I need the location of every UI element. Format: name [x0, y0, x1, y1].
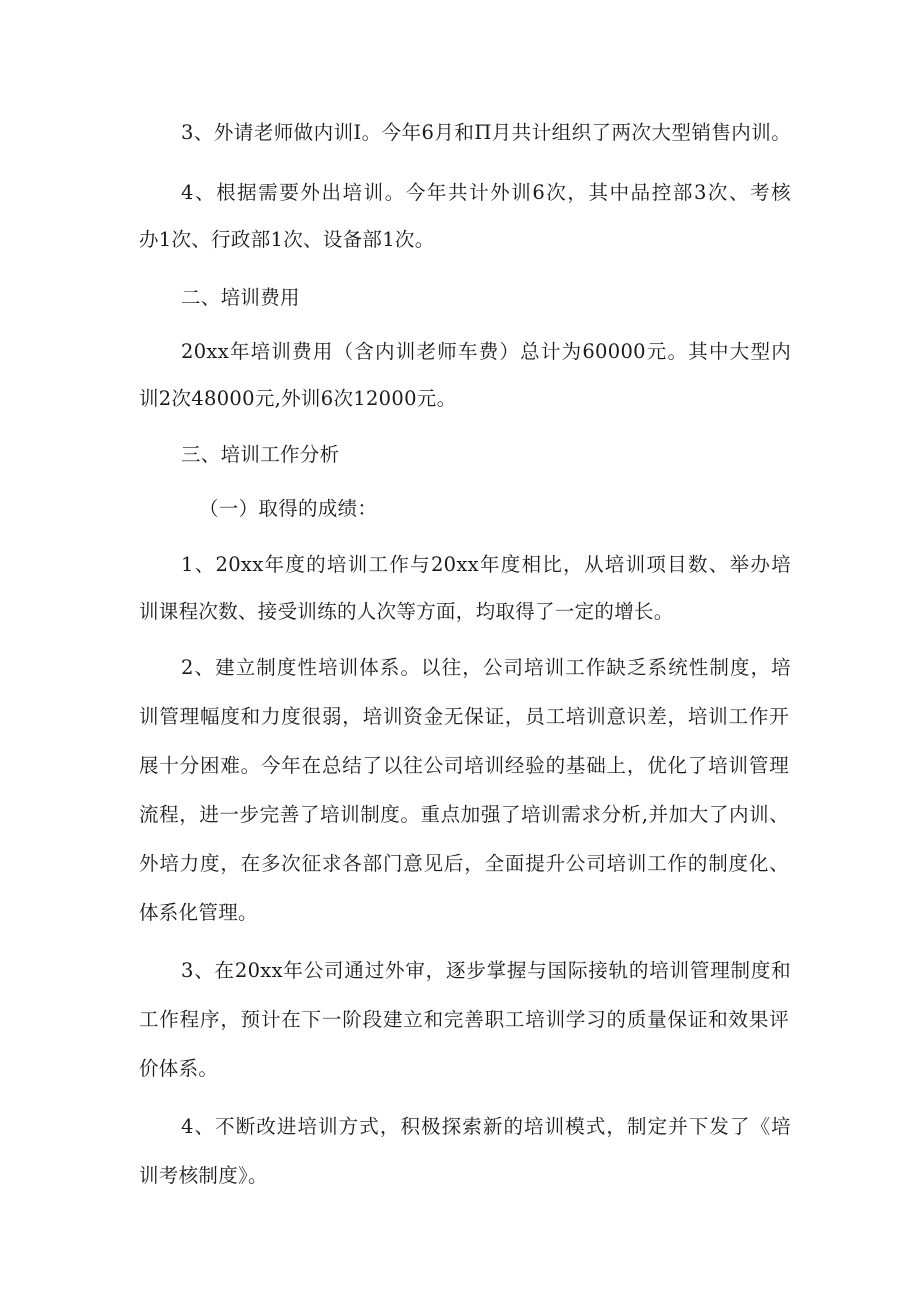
- paragraph-external-training-line1: 4、根据需要外出培训。今年共计外训6次，其中品控部3次、考核: [181, 181, 791, 204]
- heading-training-costs: 二、培训费用: [181, 286, 300, 309]
- heading-training-analysis: 三、培训工作分析: [181, 443, 340, 466]
- paragraph-growth-line1: 1、20xx年度的培训工作与20xx年度相比，从培训项目数、举办培: [181, 553, 791, 576]
- paragraph-audit-line3: 价体系。: [139, 1057, 219, 1080]
- paragraph-audit-line1: 3、在20xx年公司通过外审，逐步掌握与国际接轨的培训管理制度和: [181, 959, 791, 982]
- paragraph-system-line4: 流程，进一步完善了培训制度。重点加强了培训需求分析,并加大了内训、: [139, 803, 789, 826]
- paragraph-system-line6: 体系化管理。: [139, 901, 258, 924]
- subheading-achievements: （一）取得的成绩：: [199, 497, 378, 520]
- paragraph-system-line1: 2、建立制度性培训体系。以往，公司培训工作缺乏系统性制度，培: [181, 656, 791, 679]
- paragraph-system-line2: 训管理幅度和力度很弱，培训资金无保证，员工培训意识差，培训工作开: [139, 705, 789, 728]
- paragraph-external-teacher-training: 3、外请老师做内训Ⅰ。今年6月和Π月共计组织了两次大型销售内训。: [181, 121, 791, 144]
- paragraph-costs-line2: 训2次48000元,外训6次12000元。: [139, 387, 457, 410]
- paragraph-audit-line2: 工作程序，预计在下一阶段建立和完善职工培训学习的质量保证和效果评: [139, 1008, 789, 1031]
- paragraph-costs-line1: 20xx年培训费用（含内训老师车费）总计为60000元。其中大型内: [181, 340, 791, 363]
- paragraph-methods-line1: 4、不断改进培训方式，积极探索新的培训模式，制定并下发了《培: [181, 1115, 791, 1138]
- paragraph-growth-line2: 训课程次数、接受训练的人次等方面，均取得了一定的增长。: [139, 600, 674, 623]
- paragraph-methods-line2: 训考核制度》。: [139, 1164, 268, 1187]
- paragraph-system-line5: 外培力度，在多次征求各部门意见后，全面提升公司培训工作的制度化、: [139, 852, 789, 875]
- paragraph-system-line3: 展十分困难。今年在总结了以往公司培训经验的基础上，优化了培训管理: [139, 754, 789, 777]
- paragraph-external-training-line2: 办1次、行政部1次、设备部1次。: [139, 228, 435, 251]
